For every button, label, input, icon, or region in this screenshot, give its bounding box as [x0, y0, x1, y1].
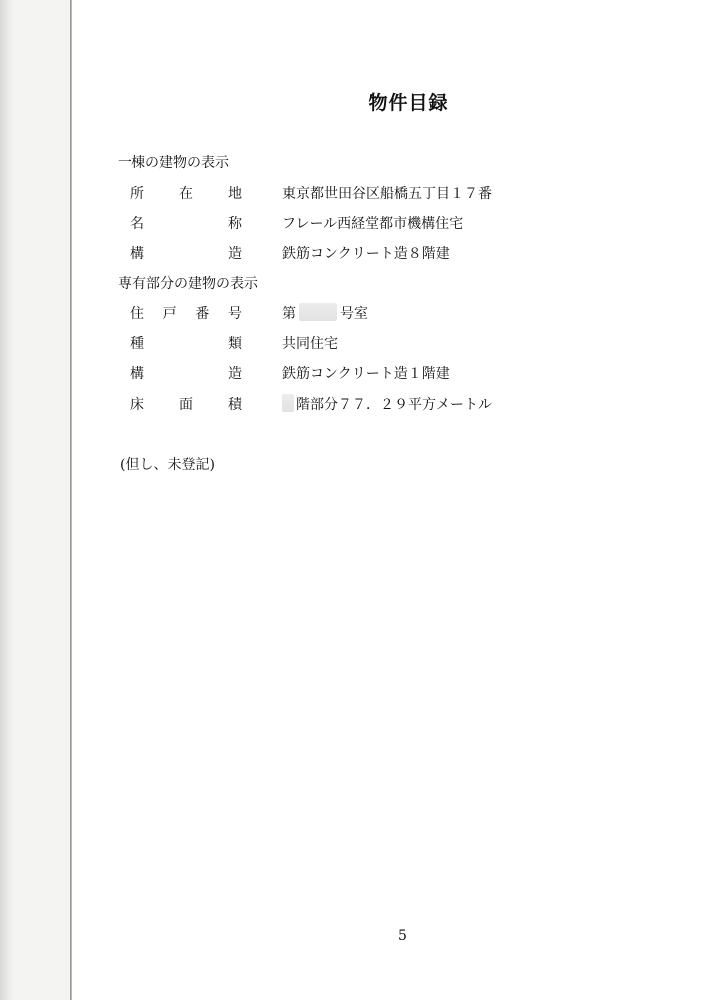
floor-area-text: 階部分７７．２９平方メートル: [296, 397, 492, 413]
label-char: 種: [130, 336, 144, 352]
label-structure: [130, 243, 242, 263]
label-unit-number: [130, 303, 242, 323]
label-char: 積: [228, 397, 242, 413]
unit-number-suffix: 号室: [340, 306, 368, 322]
value-unit-structure: 鉄筋コンクリート造１階建: [282, 366, 450, 382]
label-char: 番: [195, 306, 210, 322]
label-type: [130, 333, 242, 353]
label-unit-structure: [130, 363, 242, 383]
label-char: 戸: [162, 306, 177, 322]
label-char: 名: [130, 216, 144, 232]
value-location: 東京都世田谷区船橋五丁目１７番: [282, 186, 492, 202]
label-char: 構: [130, 366, 144, 382]
label-char: 床: [130, 397, 144, 413]
page-title: 物件目録: [368, 92, 449, 114]
document-sheet: [72, 0, 727, 1000]
label-char: 地: [228, 186, 242, 202]
page-number: 5: [398, 928, 407, 944]
heading-text: 棟の建物の表示: [131, 155, 229, 171]
label-name: [130, 213, 242, 233]
value-structure: 鉄筋コンクリート造８階建: [282, 246, 450, 262]
label-char: 構: [130, 246, 144, 262]
label-char: 所: [130, 186, 144, 202]
label-char: 在: [179, 186, 193, 202]
unit-number-prefix: 第: [282, 306, 296, 322]
value-unit-number: [282, 303, 368, 323]
redaction-block: [299, 303, 337, 321]
registration-note: (但し、未登記): [120, 457, 215, 473]
label-char: 造: [228, 366, 242, 382]
label-floor-area: [130, 394, 242, 414]
unit-section-heading: 専有部分の建物の表示: [118, 276, 258, 292]
label-char: 造: [228, 246, 242, 262]
label-char: 類: [228, 336, 242, 352]
building-section-heading: [118, 152, 229, 172]
label-location: [130, 183, 242, 203]
label-char: 住: [130, 306, 144, 322]
label-char: 面: [179, 397, 193, 413]
redaction-block: [282, 394, 294, 412]
heading-prefix: 一: [118, 155, 131, 171]
value-name: フレール西経堂都市機構住宅: [282, 216, 464, 232]
value-type: 共同住宅: [282, 336, 338, 352]
label-char: 号: [227, 306, 242, 322]
page-gutter: [0, 0, 14, 1000]
label-char: 称: [228, 216, 242, 232]
value-floor-area: [282, 394, 492, 414]
